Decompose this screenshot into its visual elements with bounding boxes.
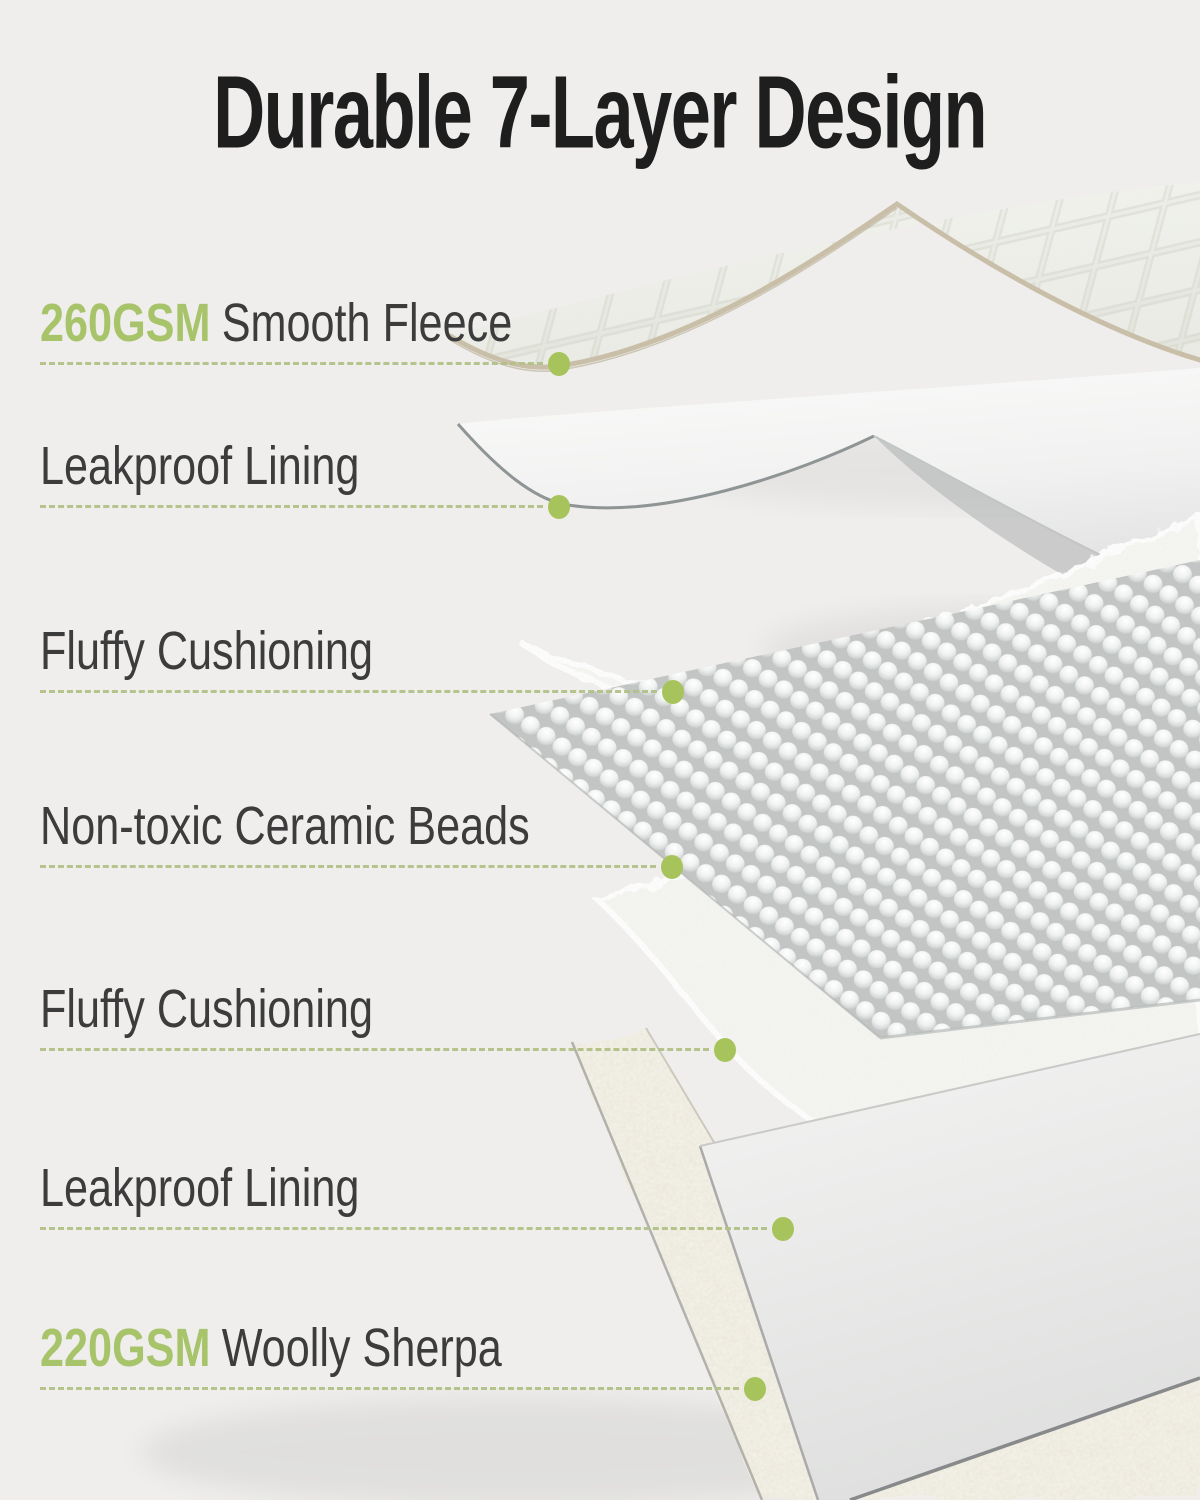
leader-dashed-line: [40, 1048, 709, 1051]
page-title-text: Durable 7-Layer Design: [213, 55, 987, 170]
layer-name: Leakproof Lining: [40, 436, 360, 496]
layer-name: Fluffy Cushioning: [40, 621, 373, 681]
layer-label: [40, 436, 360, 496]
layer-name: Smooth Fleece: [221, 293, 513, 353]
leader-dot: [772, 1217, 794, 1241]
leader-dashed-line: [40, 865, 656, 868]
layer-name: Fluffy Cushioning: [40, 979, 373, 1039]
layer-name: Leakproof Lining: [40, 1158, 360, 1218]
layer-graphic-smooth-fleece: [450, 182, 1200, 371]
layer-label: [40, 1318, 502, 1378]
layer-label: [40, 293, 513, 353]
layer-label: [40, 796, 530, 856]
leader-dot: [548, 352, 570, 376]
leader-dot: [548, 495, 570, 519]
page-title: [0, 55, 1200, 170]
leader-dashed-line: [40, 1387, 739, 1390]
leader-dashed-line: [40, 505, 543, 508]
layer-label: [40, 1158, 360, 1218]
leader-dot: [662, 680, 684, 704]
leader-dashed-line: [40, 690, 657, 693]
layer-name: Non-toxic Ceramic Beads: [40, 796, 530, 856]
leader-dashed-line: [40, 1227, 767, 1230]
layer-name: Woolly Sherpa: [221, 1318, 502, 1378]
leader-dot: [744, 1377, 766, 1401]
layer-label: [40, 979, 373, 1039]
leader-dot: [714, 1038, 736, 1062]
layer-gsm-value: 260GSM: [40, 293, 211, 353]
leader-dashed-line: [40, 362, 543, 365]
layer-gsm-value: 220GSM: [40, 1318, 211, 1378]
layer-label: [40, 621, 373, 681]
leader-dot: [661, 855, 683, 879]
